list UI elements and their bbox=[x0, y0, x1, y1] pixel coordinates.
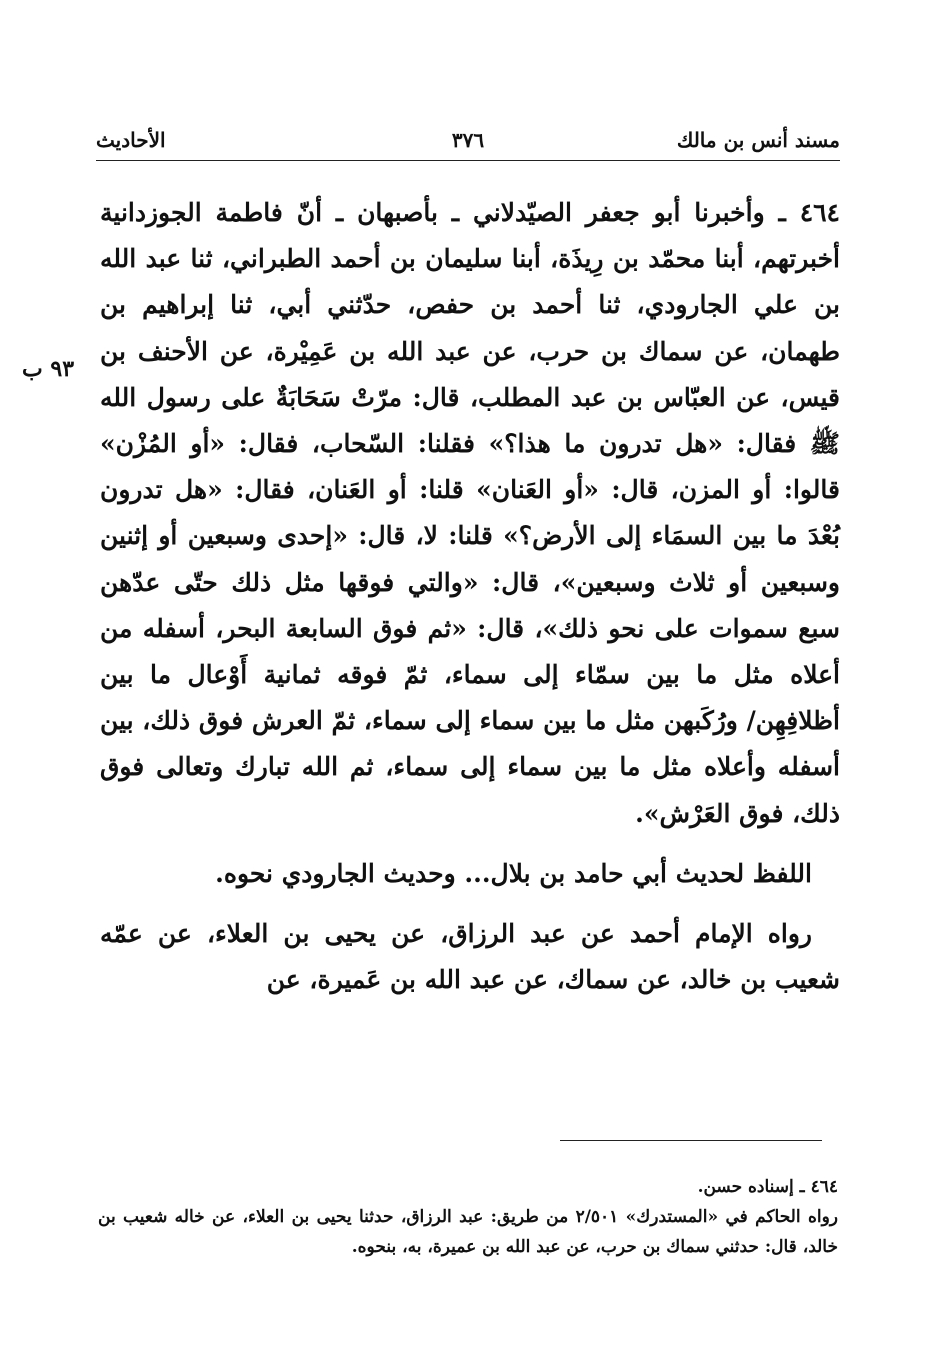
footnotes bbox=[98, 1172, 838, 1262]
wording-note-paragraph: اللفظ لحديث أبي حامد بن بلال... وحديث الجارودي نحوه. bbox=[215, 858, 812, 888]
header-section-title: الأحاديث bbox=[96, 128, 166, 152]
page-number: ٣٧٦ bbox=[451, 128, 485, 152]
footnote-source: رواه الحاكم في «المستدرك» ٢/٥٠١ من طريق: عبد الرزاق، حدثنا يحيى بن العلاء، عن خاله شعيب بن خالد، قال: حدثني سماك بن حرب، عن عبد الله بن عميرة، به، بنحوه. bbox=[98, 1207, 839, 1257]
header-rule bbox=[96, 160, 840, 161]
narration-paragraph: رواه الإمام أحمد عن عبد الرزاق، عن يحيى بن العلاء، عن عمّه شعيب بن خالد، عن سماك، عن عبد الله بن عَميرة، عن bbox=[100, 919, 840, 995]
hadith-paragraph: ٤٦٤ ـ وأخبرنا أبو جعفر الصيّدلاني ـ بأصبهان ـ أنّ فاطمة الجوزدانية أخبرتهم، أبنا محمّد بن رِيذَة، أبنا سليمان بن أحمد الطبراني، ثنا عبد الله بن علي الجارودي، ثنا أحمد بن حفص، حدّثني أبي، ثنا إبراهيم بن طهمان، عن سماك بن حرب، عن عبد الله بن عَمِيْرة، عن الأحنف بن قيس، عن العبّاس بن عبد المطلب، قال: مرّتْ سَحَابَةٌ على رسول الله ﷺ فقال: «هل تدرون ما هذا؟» فقلنا: السّحاب، فقال: «أو المُزْن» قالوا: أو المزن، قال: «أو العَنان» قلنا: أو العَنان، فقال: «هل تدرون بُعْدَ ما بين السمَاء إلى الأرض؟» قلنا: لا، قال: «إحدى وسبعين أو إثنين وسبعين أو ثلاث وسبعين»، قال: «والتي فوقها مثل ذلك حتّى عدّهن سبع سموات على نحو ذلك»، قال: «ثم فوق السابعة البحر، أسفله من أعلاه مثل ما بين سمّاء إلى سماء، ثمّ فوقه ثمانية أَوْعال ما بين أظلافِهِن/ ورُكَبهن مثل ما بين سماء إلى سماء، ثمّ العرش فوق ذلك، بين أسفله وأعلاه مثل ما بين سماء إلى سماء، ثم الله تبارك وتعالى فوق ذلك، فوق العَرْش». bbox=[100, 198, 840, 828]
footnote-grading: ٤٦٤ ـ إسناده حسن. bbox=[697, 1177, 838, 1197]
footnote-rule bbox=[560, 1140, 822, 1141]
main-text bbox=[100, 190, 840, 1003]
running-header bbox=[96, 128, 840, 160]
header-book-title: مسند أنس بن مالك bbox=[676, 128, 840, 152]
manuscript-folio-note: ٩٣ ب bbox=[22, 356, 75, 382]
